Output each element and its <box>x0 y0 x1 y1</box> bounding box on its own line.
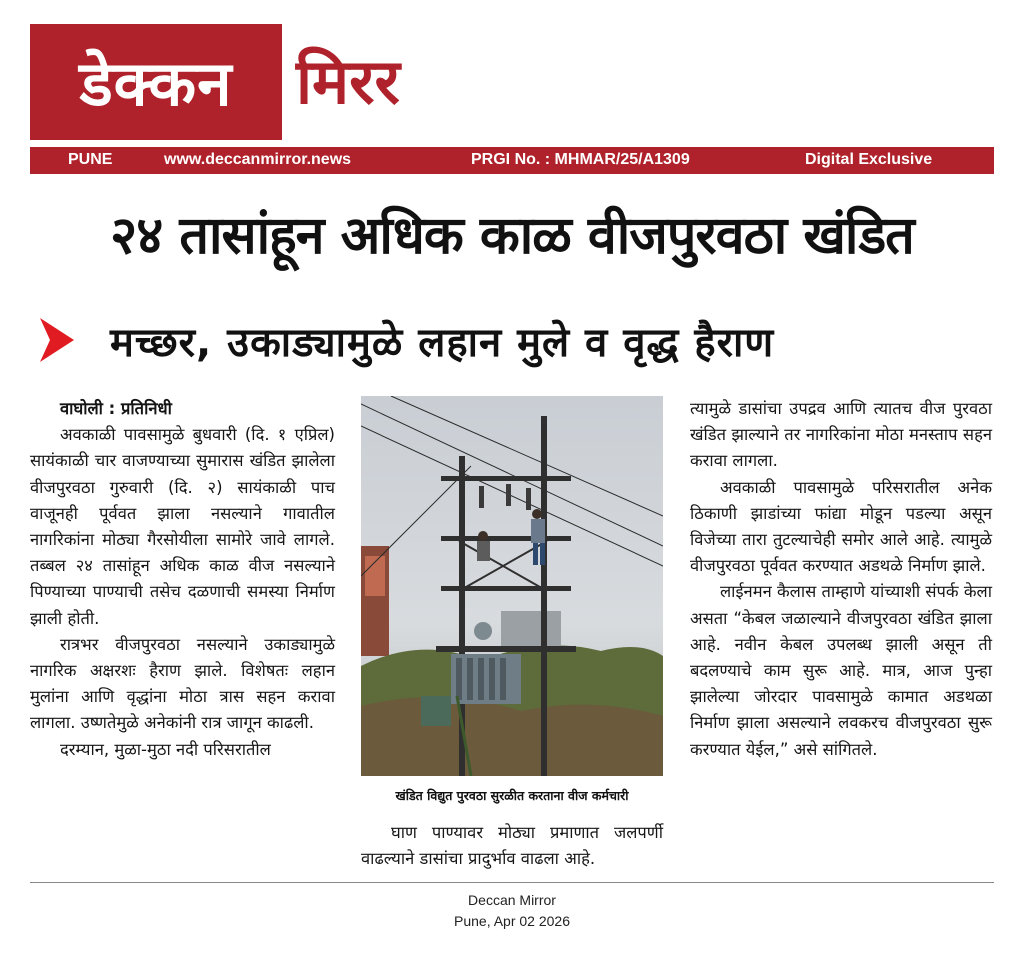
news-photo <box>361 396 663 776</box>
footer-dateline: Pune, Apr 02 2026 <box>454 913 570 929</box>
article-column-left <box>30 396 335 763</box>
info-prgi-number: PRGI No. : MHMAR/25/A1309 <box>471 151 690 168</box>
info-website[interactable]: www.deccanmirror.news <box>164 151 352 168</box>
article-column-middle <box>361 820 663 872</box>
article-paragraph: अवकाळी पावसामुळे बुधवारी (दि. १ एप्रिल) सायंकाळी चार वाजण्याच्या सुमारास खंडित झालेला वीजपुरवठा गुरुवारी (दि. २) सायंकाळी पाच वाजूनही पूर्ववत झाला नसल्याने गावातील नागरिकांना मोठ्या गैरसोयीला सामोरे जावे लागले. तब्बल २४ तासांहून अधिक काळ वीज नसल्याने पिण्याच्या पाण्याची तसेच दळणाची समस्या निर्माण झाली होती. <box>30 425 335 628</box>
article-column-right <box>690 396 992 763</box>
footer-publication: Deccan Mirror <box>468 892 556 908</box>
article-paragraph: दरम्यान, मुळा-मुठा नदी परिसरातील <box>60 739 271 759</box>
footer-divider <box>30 882 994 883</box>
info-city: PUNE <box>68 151 113 168</box>
article-paragraph: घाण पाण्यावर मोठ्या प्रमाणात जलपर्णी वाढल्याने डासांचा प्रादुर्भाव वाढला आहे. <box>361 823 663 869</box>
subheadline: मच्छर, उकाड्यामुळे लहान मुले व वृद्ध हैराण <box>110 319 775 366</box>
subheadline-row <box>30 300 994 380</box>
photo-caption: खंडित विद्युत पुरवठा सुरळीत करताना वीज कर्मचारी <box>395 787 629 803</box>
article-paragraph: लाईनमन कैलास ताम्हाणे यांच्याशी संपर्क केला असता “केबल जळाल्याने वीजपुरवठा खंडित झाला आहे. नवीन केबल उपलब्ध झाली असून ती बदलण्याचे काम सुरू आहे. मात्र, आज पुन्हा झालेल्या जोरदार पावसामुळे कामात अडथळा निर्माण झाला असल्याने लवकरच वीजपुरवठा सुरू करण्यात येईल,” असे सांगितले. <box>690 582 992 759</box>
byline: वाघोली : प्रतिनिधी <box>60 399 172 418</box>
info-digital-exclusive: Digital Exclusive <box>805 151 933 168</box>
article-paragraph: त्यामुळे डासांचा उपद्रव आणि त्यातच वीज पुरवठा खंडित झाल्याने तर नागरिकांना मोठा मनस्ताप सहन करावा लागला. <box>690 399 992 471</box>
info-bar <box>30 147 994 174</box>
masthead-brand-right: मिरर <box>296 45 400 118</box>
footer <box>0 890 1024 932</box>
article-paragraph: रात्रभर वीजपुरवठा नसल्याने उकाड्यामुळे नागरिक अक्षरशः हैराण झाले. विशेषतः लहान मुलांना आणि वृद्धांना मोठा त्रास सहन करावा लागला. उष्णतेमुळे अनेकांनी रात्र जागून काढली. <box>30 634 335 733</box>
masthead-brand-left: डेक्कन <box>79 47 233 120</box>
masthead-logo-block <box>30 24 282 140</box>
headline: २४ तासांहून अधिक काळ वीजपुरवठा खंडित <box>110 205 914 266</box>
chevron-right-icon <box>36 314 76 366</box>
article-paragraph: अवकाळी पावसामुळे परिसरातील अनेक ठिकाणी झाडांच्या फांद्या मोडून पडल्या असून विजेच्या तारा तुटल्याचेही समोर आले आहे. त्यामुळे वीजपुरवठा पूर्ववत करण्यात अडथळे निर्माण झाले. <box>690 477 992 576</box>
